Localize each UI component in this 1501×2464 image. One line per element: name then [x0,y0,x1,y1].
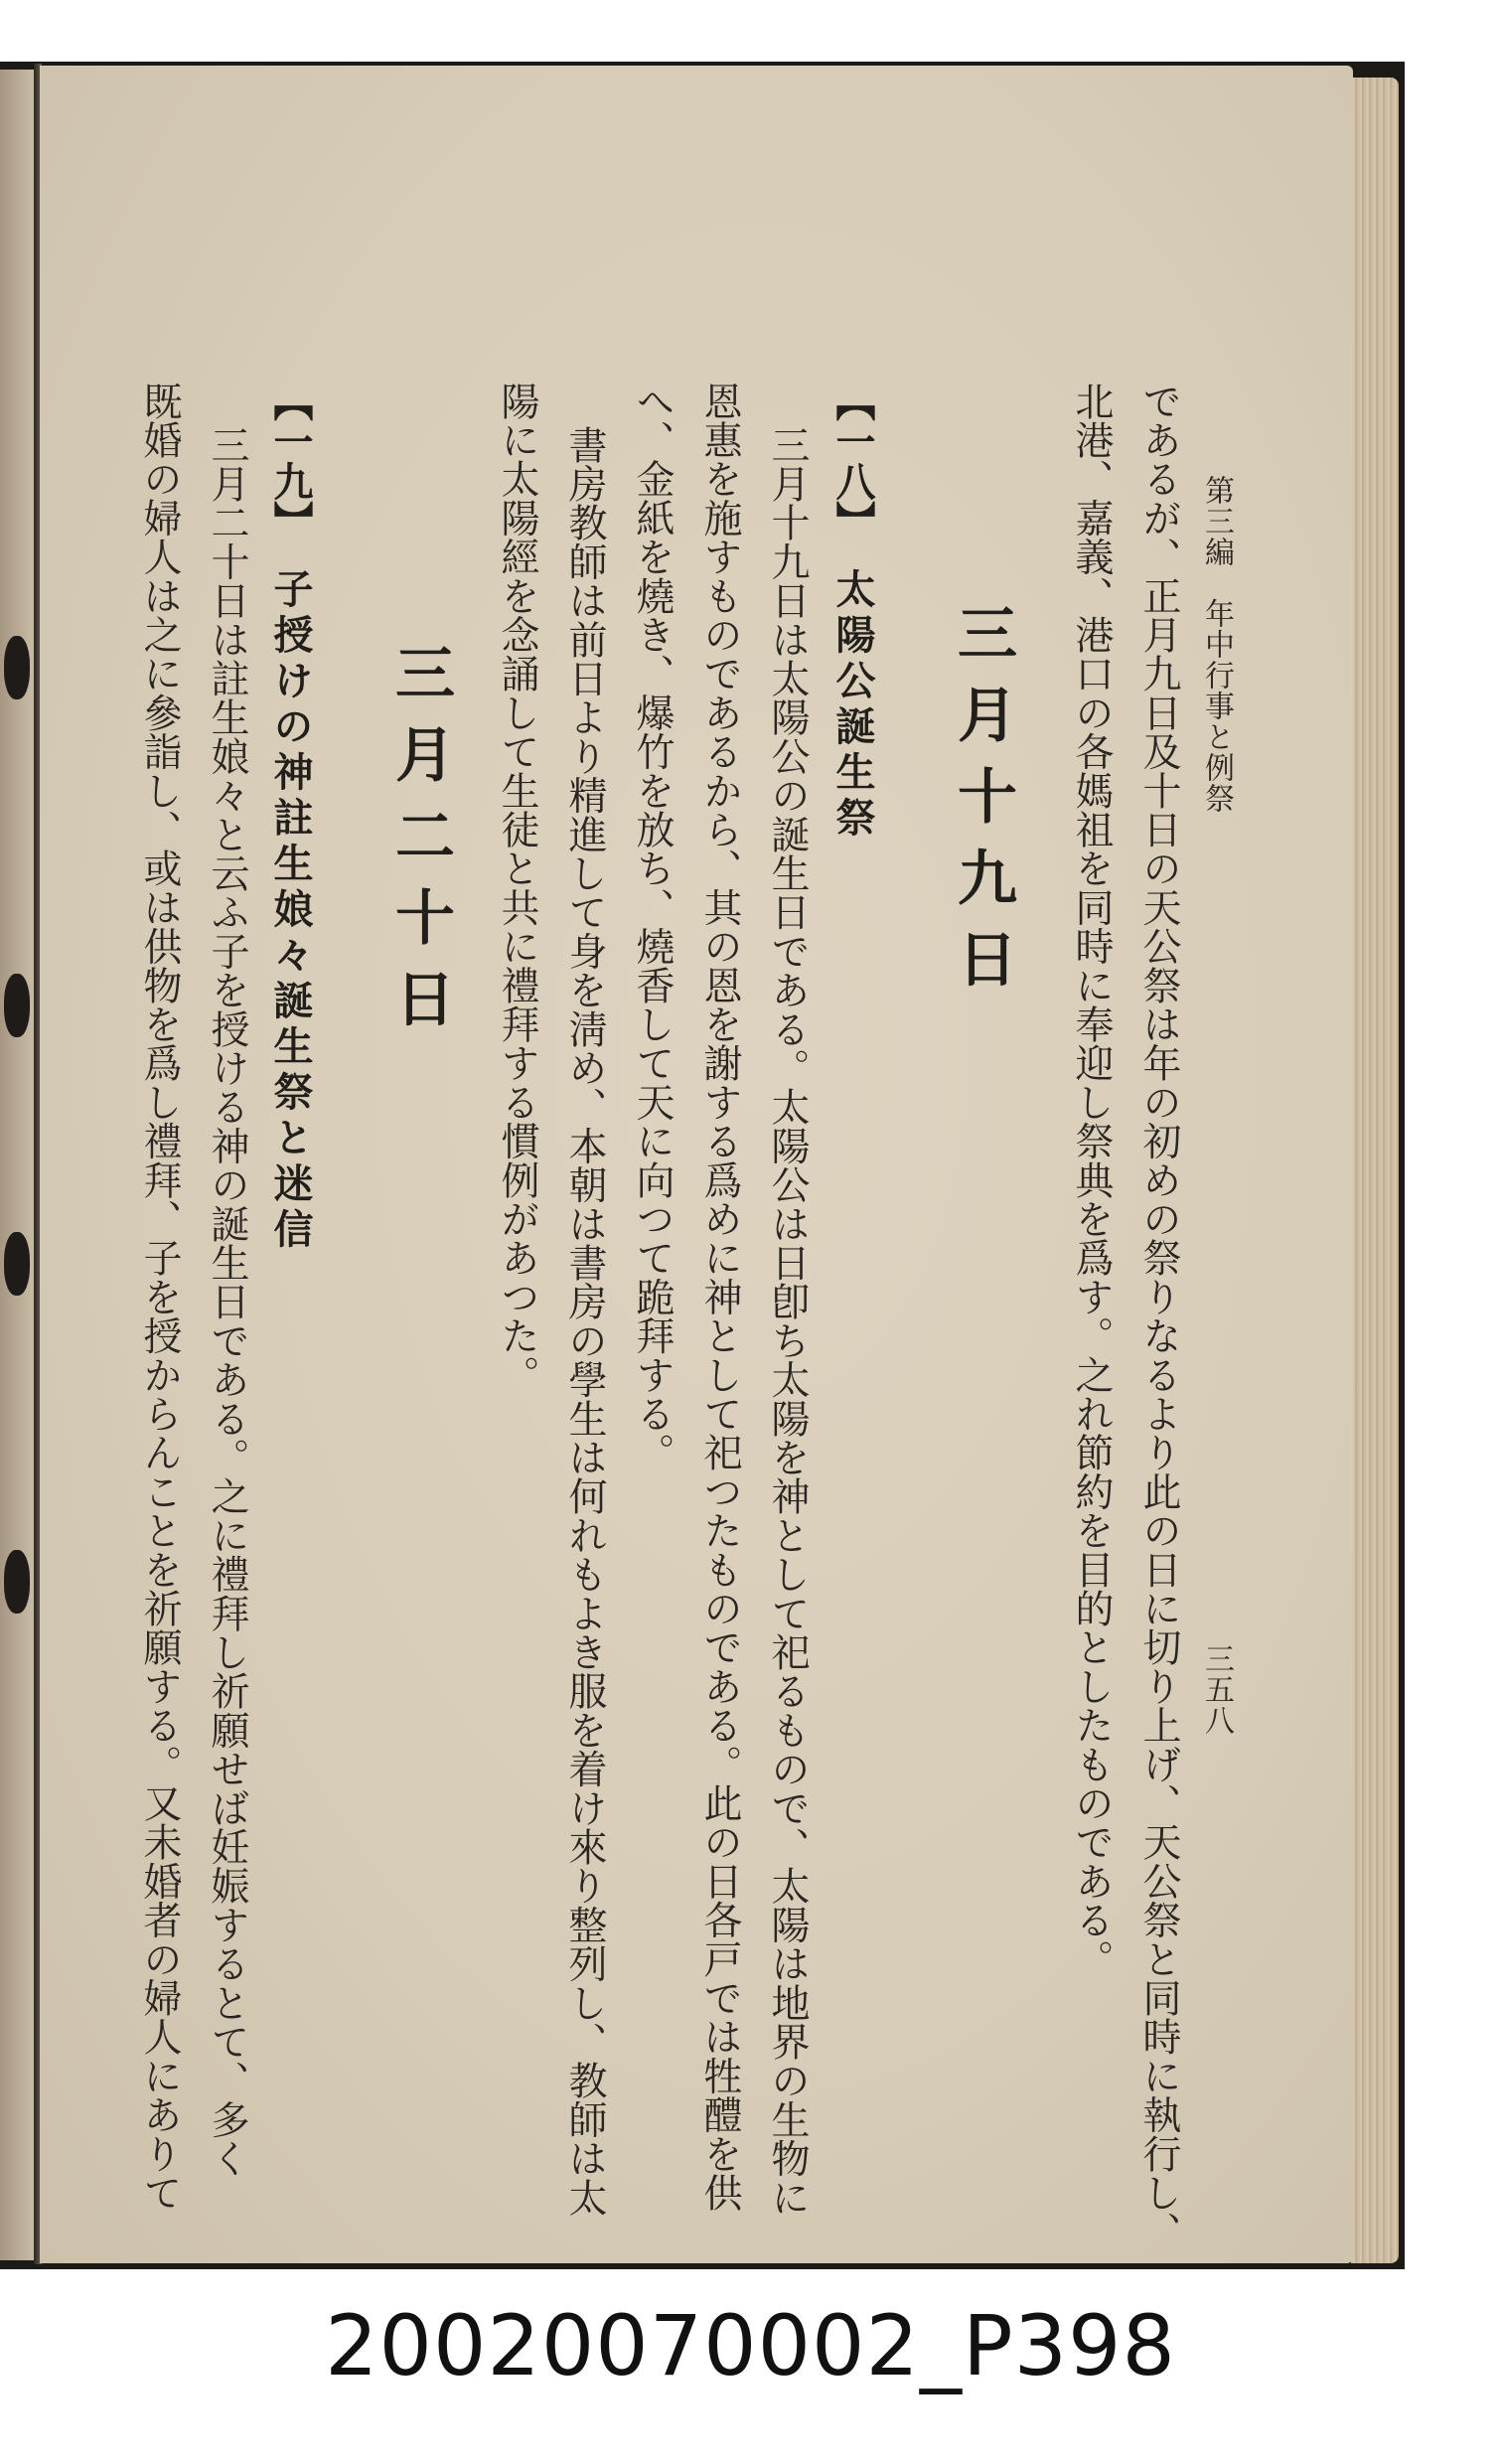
text-column: であるが、正月九日及十日の天公祭は年の初めの祭りなるより此の日に切り上げ、天公祭と同時に執行し、 [1136,382,1181,2251]
text-column: 書房教師は前日より精進して身を淸め、本朝は書房の學生は何れもよき服を着け來り整列し、教師は太 [562,425,607,2218]
page-stack-edge [1351,77,1399,2263]
text-column: 北港、嘉義、港口の各媽祖を同時に奉迎し祭典を爲す。之れ節約を目的としたものである。 [1069,382,1114,1979]
binding-stitch-mark [4,974,30,1037]
facing-page-edge [0,70,34,2260]
text-column: 恩惠を施すものであるから、其の恩を謝する爲めに神として祀つたものである。此の日各戸では牲醴を供 [697,382,742,2213]
text-column: 三月十九日は太陽公の誕生日である。太陽公は日卽ち太陽を神として祀るもので、太陽は地界の生物に [765,425,810,2218]
section-title: 子授けの神註生娘々誕生祭と迷信 [267,568,313,1254]
section-number: 【一九】 [267,382,313,540]
text-column: 陽に太陽經を念誦して生徒と共に禮拜する慣例があつた。 [495,382,539,1395]
book-page [40,66,1353,2263]
binding-stitch-mark [4,1232,30,1296]
text-column: 既婚の婦人は之に參詣し、或は供物を爲し禮拜、子を授からんことを祈願する。又未婚者の婦人にありて [137,382,182,2213]
text-column: へ、金紙を燒き、爆竹を放ち、燒香して天に向つて跪拜する。 [630,382,675,1472]
page-number: 三五八 [1199,1643,1234,1736]
section-number: 【一八】 [829,382,875,540]
catalog-id-caption: 20020070002_P398 [325,2297,1176,2394]
binding-stitch-mark [4,1550,30,1614]
running-head: 第三編 年中行事と例祭 [1199,475,1234,814]
binding-stitch-mark [4,636,30,699]
date-heading: 三月二十日 [385,642,455,1049]
text-column: 三月二十日は註生娘々と云ふ子を授ける神の誕生日である。之に禮拜し祈願せば妊娠するとて、多く [205,425,249,2178]
section-title: 太陽公誕生祭 [829,568,875,843]
section-heading [825,382,881,843]
section-heading [262,382,319,1254]
date-heading: 三月十九日 [948,602,1017,1009]
